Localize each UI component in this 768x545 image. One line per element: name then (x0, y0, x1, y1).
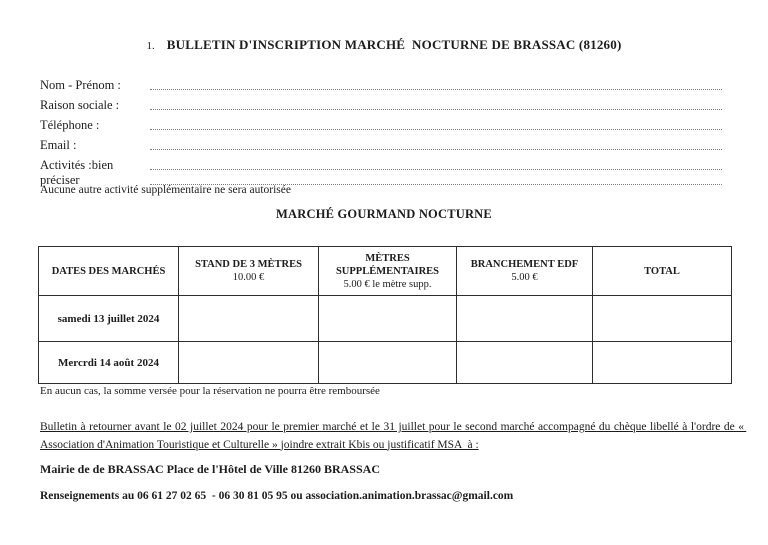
return-instructions (40, 419, 747, 454)
field-label: Raison sociale : (40, 98, 120, 112)
contact-line: Renseignements au 06 61 27 02 65 - 06 30 81 05 95 ou association.animation.brassac@gmail.com (40, 490, 514, 502)
column-title: TOTAL (644, 265, 680, 277)
fill-in-cell[interactable] (457, 342, 593, 384)
field-label: Activités :bien (40, 158, 114, 172)
field-label: préciser (40, 173, 80, 187)
column-header (179, 247, 319, 296)
fill-in-cell[interactable] (179, 296, 319, 342)
column-header (39, 247, 179, 296)
fill-in-cell[interactable] (457, 296, 593, 342)
field-label: Email : (40, 138, 77, 152)
table-row (39, 342, 732, 384)
field-fill-line[interactable] (150, 109, 722, 110)
table-footnote: En aucun cas, la somme versée pour la réservation ne pourra être remboursée (40, 385, 380, 397)
field-label: Nom - Prénom : (40, 78, 121, 92)
form-field-line (40, 118, 722, 132)
section-heading: MARCHÉ GOURMAND NOCTURNE (276, 207, 492, 221)
field-fill-line[interactable] (150, 129, 722, 130)
column-subtitle: 10.00 € (232, 272, 265, 283)
fill-in-cell[interactable] (319, 342, 457, 384)
address-line: Mairie de de BRASSAC Place de l'Hôtel de Ville 81260 BRASSAC (40, 462, 380, 476)
form-note: Aucune autre activité supplémentaire ne sera autorisée (40, 184, 291, 196)
column-header (319, 247, 457, 296)
market-date-cell: Mercrdi 14 août 2024 (39, 342, 179, 384)
column-title: MÈTRES SUPPLÉMENTAIRES (335, 252, 440, 277)
fill-in-cell[interactable] (593, 296, 732, 342)
column-subtitle: 5.00 € le mètre supp. (343, 278, 432, 290)
form-field-line (40, 78, 722, 92)
column-title: DATES DES MARCHÉS (51, 265, 166, 277)
form-field-line (40, 158, 722, 172)
pricing-table (38, 246, 732, 384)
fill-in-cell[interactable] (319, 296, 457, 342)
title-text: BULLETIN D'INSCRIPTION MARCHÉ NOCTURNE DE BRASSAC (81260) (166, 37, 622, 52)
return-instructions-text: Bulletin à retourner avant le 02 juillet 2024 pour le premier marché et le 31 juillet pour le second marché accompagné du chèque libellé à l'ordre de « Association d'Animation Touristique et Culturelle » joindre extrait Kbis ou justificatif MSA à : (40, 421, 747, 451)
field-label: Téléphone : (40, 118, 100, 132)
field-fill-line[interactable] (150, 89, 722, 90)
table-header-row (39, 247, 732, 296)
title-number: 1. (146, 40, 155, 52)
market-date-cell: samedi 13 juillet 2024 (39, 296, 179, 342)
column-header (457, 247, 593, 296)
fill-in-cell[interactable] (179, 342, 319, 384)
document-title (0, 37, 768, 54)
column-header (593, 247, 732, 296)
column-title: STAND DE 3 MÈTRES (195, 259, 302, 270)
column-title: BRANCHEMENT EDF (470, 259, 579, 270)
form-field-line (40, 98, 722, 112)
field-fill-line[interactable] (150, 169, 722, 170)
form-field-line (40, 138, 722, 152)
field-fill-line[interactable] (150, 149, 722, 150)
column-subtitle: 5.00 € (511, 272, 538, 283)
fill-in-cell[interactable] (593, 342, 732, 384)
table-row (39, 296, 732, 342)
registration-form (40, 78, 722, 188)
